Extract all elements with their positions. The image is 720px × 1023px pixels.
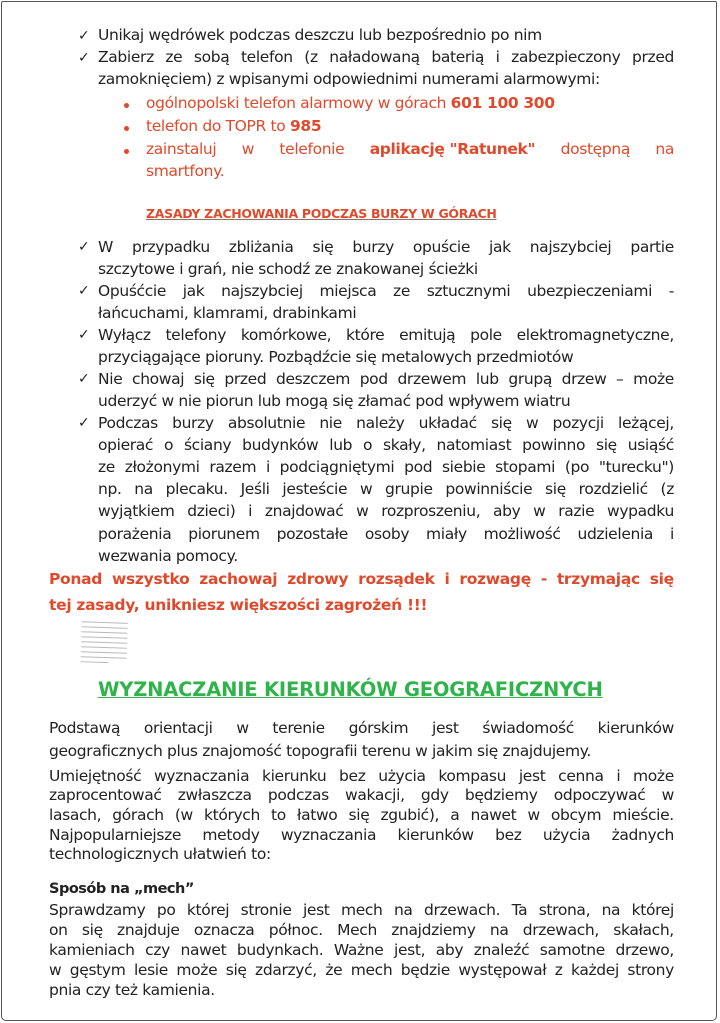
word: jesteście: [282, 480, 348, 498]
word: grupą: [508, 370, 552, 388]
word: aby: [435, 941, 464, 959]
word: gdy: [420, 786, 449, 804]
word: skałach,: [613, 921, 674, 939]
word: z: [554, 961, 563, 979]
word: bez: [339, 767, 366, 785]
word: na: [489, 921, 509, 939]
word: sobą: [193, 48, 230, 66]
word: sztucznymi: [426, 282, 511, 300]
word: ściany: [183, 436, 232, 454]
word: orientacji: [143, 719, 213, 737]
word: kompasu: [438, 767, 507, 785]
word: układać: [418, 414, 477, 432]
list-item-text: [98, 480, 674, 498]
word: kierunków: [397, 826, 474, 844]
word: pod: [404, 458, 433, 476]
list-item-text: [98, 458, 674, 476]
word: Ważne: [333, 941, 384, 959]
word: przypadku: [131, 238, 210, 256]
word: (po: [564, 458, 590, 476]
word: Nie: [98, 370, 123, 388]
handwriting-image: [80, 621, 128, 671]
word: telefon: [240, 48, 293, 66]
word: przed: [224, 370, 267, 388]
word: siebie: [441, 458, 486, 476]
check-icon: ✓: [78, 28, 90, 44]
word: Mech: [337, 921, 377, 939]
word: Ta: [511, 901, 528, 919]
word: zdarzyć,: [255, 961, 317, 979]
word: pole: [470, 326, 502, 344]
word: nawet: [180, 941, 227, 959]
paragraph-line: [49, 901, 674, 919]
list-item-text: [98, 282, 674, 300]
list-item-text: wezwania pomocy.: [98, 547, 238, 565]
word: zdrowy: [287, 570, 349, 588]
word: będzie: [400, 961, 450, 979]
word: w: [356, 502, 369, 520]
word: i: [265, 458, 270, 476]
word: górach: [112, 806, 164, 824]
word: strony: [627, 961, 674, 979]
list-item-text: [98, 414, 674, 432]
word: emitują: [399, 326, 456, 344]
paragraph-line: [49, 719, 674, 737]
sub-item-text: smartfony.: [146, 162, 225, 180]
word: –: [616, 370, 624, 388]
app-name: aplikację "Ratunek": [369, 140, 536, 158]
word: osoby: [364, 525, 410, 543]
word: której: [186, 901, 230, 919]
word: porażenia: [98, 525, 172, 543]
bullet-icon: [124, 149, 129, 154]
word: miejsca: [319, 282, 377, 300]
word: drzew: [561, 370, 607, 388]
check-icon: ✓: [78, 415, 90, 431]
word: skały,: [382, 436, 426, 454]
word: się: [649, 570, 674, 588]
word: w: [527, 806, 540, 824]
word: -: [668, 282, 674, 300]
word: może: [633, 767, 674, 785]
word: znajduje: [117, 921, 180, 939]
word: drzewach.: [423, 901, 501, 919]
word: nie: [319, 414, 342, 432]
word: możliwość: [483, 525, 561, 543]
word: trzymając: [556, 570, 640, 588]
word: np.: [98, 480, 122, 498]
word: leżącej,: [618, 414, 674, 432]
word: najszybciej: [221, 282, 303, 300]
word: zwłaszcza: [177, 786, 252, 804]
word: się: [193, 370, 215, 388]
word: (z: [304, 48, 318, 66]
word: zainstaluj: [146, 140, 217, 158]
sub-item-text: [146, 94, 555, 112]
word: powinno: [522, 436, 586, 454]
section-heading-geo: WYZNACZANIE KIERUNKÓW GEOGRAFICZNYCH: [98, 678, 603, 701]
word: ubezpieczeniami: [527, 282, 653, 300]
word: w: [661, 786, 674, 804]
list-item-text: [98, 238, 674, 256]
word: wszystko: [111, 570, 190, 588]
word: które: [346, 326, 385, 344]
word: elektromagnetyczne,: [516, 326, 674, 344]
word: w: [533, 502, 546, 520]
word: (w: [174, 806, 193, 824]
word: rozsądek: [358, 570, 435, 588]
word: stopami: [495, 458, 556, 476]
word: się: [490, 414, 512, 432]
word: świadomość: [482, 719, 574, 737]
paragraph-line: [49, 941, 674, 959]
word: zaprocentować: [49, 786, 162, 804]
word: Najpopularniejsze: [49, 826, 182, 844]
word: (z: [660, 480, 674, 498]
warning-text: [49, 570, 674, 588]
word: wypadku: [607, 502, 674, 520]
word: lub: [329, 436, 353, 454]
list-item-text: [98, 370, 674, 388]
word: dzieci): [187, 502, 236, 520]
word: Zabierz: [98, 48, 154, 66]
sub-item-text: [146, 140, 674, 158]
word: o: [363, 436, 373, 454]
word: samotne: [539, 941, 605, 959]
word: zbliżania: [228, 238, 294, 256]
word: Podczas: [98, 414, 158, 432]
word: absolutnie: [227, 414, 306, 432]
word: jest,: [394, 941, 426, 959]
list-item-text: zamoknięciem) z wpisanymi odpowiednimi numerami alarmowymi:: [98, 70, 600, 88]
paragraph-line: [49, 806, 674, 824]
paragraph-line: pnia czy też kamienia.: [49, 981, 215, 999]
word: górskim: [348, 719, 409, 737]
word: plecaku.: [165, 480, 228, 498]
word: użycia: [542, 826, 591, 844]
word: W: [98, 238, 113, 256]
word: się: [312, 238, 334, 256]
word: znaleźć: [473, 941, 530, 959]
word: się: [81, 921, 103, 939]
word: drzewem: [397, 370, 467, 388]
word: miały: [426, 525, 467, 543]
word: mech: [350, 961, 393, 979]
word: podciągniętymi: [279, 458, 395, 476]
word: aby: [493, 502, 521, 520]
word: ze: [98, 458, 115, 476]
word: mieście.: [612, 806, 674, 824]
word: telefony: [165, 326, 227, 344]
word: oznacza: [193, 921, 255, 939]
word: udzielenia: [577, 525, 654, 543]
word: w: [359, 480, 373, 498]
word: lasach,: [49, 806, 102, 824]
word: należy: [356, 414, 405, 432]
phone-number: 985: [289, 117, 322, 135]
paragraph-line: [49, 767, 674, 785]
word: drzewach,: [522, 921, 599, 939]
word: odpoczywać: [553, 786, 646, 804]
list-item-text: [98, 436, 674, 454]
sub-item-text: [146, 117, 321, 135]
word: baterią: [431, 48, 485, 66]
bullet-icon: [124, 103, 129, 108]
phone-number: 601 100 300: [450, 94, 555, 112]
word: jak: [489, 238, 511, 256]
word: północ.: [268, 921, 323, 939]
word: pozostałe: [276, 525, 348, 543]
word: ze: [165, 48, 183, 66]
word: a: [450, 806, 460, 824]
word: może: [176, 961, 218, 979]
paragraph-line: [49, 826, 674, 844]
word: Jeśli: [240, 480, 270, 498]
word: jest: [432, 719, 459, 737]
warning-text: tej zasady, unikniesz większości zagrożeń !!!: [49, 596, 428, 614]
word: dostępną: [560, 140, 630, 158]
word: na: [134, 480, 153, 498]
word: Sprawdzamy: [49, 901, 146, 919]
word: których: [203, 806, 260, 824]
word: telefonie: [279, 140, 345, 158]
word: wakacji,: [345, 786, 405, 804]
word: czy: [145, 941, 170, 959]
word: pozycji: [552, 414, 604, 432]
word: Ponad: [49, 570, 103, 588]
word: chowaj: [132, 370, 185, 388]
word: budynków: [242, 436, 319, 454]
word: złożonymi: [124, 458, 200, 476]
word: na: [601, 901, 621, 919]
word: lesie: [133, 961, 168, 979]
word: i: [444, 570, 450, 588]
word: naładowaną: [329, 48, 420, 66]
word: i: [495, 48, 500, 66]
word: w: [526, 414, 539, 432]
paragraph-line: [49, 961, 674, 979]
word: komórkowe,: [240, 326, 332, 344]
word: po: [156, 901, 176, 919]
word: "turecku"): [598, 458, 674, 476]
word: będziemy: [464, 786, 538, 804]
word: której: [631, 901, 674, 919]
word: Wyłącz: [98, 326, 151, 344]
word: się: [225, 961, 247, 979]
word: na: [655, 140, 674, 158]
word: razem: [209, 458, 257, 476]
word: w: [241, 140, 255, 158]
word: kierunku: [261, 767, 327, 785]
word: może: [633, 370, 674, 388]
word: metody: [202, 826, 260, 844]
sub-item-label: ogólnopolski telefon alarmowy w górach: [146, 94, 451, 112]
word: pod: [359, 370, 388, 388]
word: przed: [632, 48, 674, 66]
method-title: Sposób na „mech”: [49, 881, 194, 897]
word: wyjątkiem: [98, 502, 175, 520]
word: lub: [475, 370, 499, 388]
word: żadnych: [611, 826, 674, 844]
word: stronie: [240, 901, 292, 919]
list-item-text: uderzyć w nie piorun lub mogą się złamać pod wpływem wiatru: [98, 392, 571, 410]
list-item-text: szczytowe i grań, nie schodź ze znakowanej ścieżki: [98, 260, 478, 278]
word: burzy: [352, 238, 394, 256]
word: znajdziemy: [391, 921, 476, 939]
word: gęstym: [69, 961, 126, 979]
word: burzy: [172, 414, 214, 432]
word: to: [271, 806, 286, 824]
word: rozdzielić: [578, 480, 648, 498]
word: i: [669, 525, 674, 543]
word: deszczem: [275, 370, 351, 388]
word: że: [325, 961, 343, 979]
paragraph-line: geograficznych plus znajomość topografii terenu w jakim się znajdujemy.: [49, 742, 591, 760]
word: podczas: [267, 786, 329, 804]
word: kamieniach: [49, 941, 135, 959]
word: opuście: [412, 238, 471, 256]
word: natomiast: [436, 436, 512, 454]
word: jest: [518, 767, 546, 785]
section-heading-storm: ZASADY ZACHOWANIA PODCZAS BURZY W GÓRACH: [146, 206, 497, 221]
word: zabezpieczony: [511, 48, 621, 66]
word: obcym: [550, 806, 602, 824]
check-icon: ✓: [78, 283, 90, 299]
list-item-text: [98, 326, 674, 344]
word: wyznaczania: [153, 767, 250, 785]
word: bez: [495, 826, 522, 844]
word: zachowaj: [199, 570, 278, 588]
check-icon: ✓: [78, 239, 90, 255]
word: ze: [393, 282, 411, 300]
word: drzewo,: [615, 941, 674, 959]
word: się: [545, 480, 566, 498]
word: jak: [182, 282, 205, 300]
word: powinniście: [445, 480, 533, 498]
list-item-text: Unikaj wędrówek podczas deszczu lub bezpośrednio po nim: [98, 26, 542, 44]
word: w: [49, 961, 62, 979]
word: na: [393, 901, 413, 919]
word: się: [596, 436, 617, 454]
check-icon: ✓: [78, 371, 90, 387]
word: nawet: [470, 806, 517, 824]
word: Podstawą: [49, 719, 121, 737]
word: on: [49, 921, 68, 939]
word: Opuśćcie: [98, 282, 167, 300]
word: usiąść: [627, 436, 674, 454]
word: grupie: [385, 480, 433, 498]
word: jest: [302, 901, 330, 919]
word: użycia: [378, 767, 426, 785]
paragraph-line: [49, 786, 674, 804]
list-item-text: przyciągające pioruny. Pozbądźcie się metalowych przedmiotów: [98, 348, 574, 366]
word: Umiejętność: [49, 767, 142, 785]
sub-item-label: telefon do TOPR to: [146, 117, 290, 135]
word: cenna: [558, 767, 604, 785]
list-item-text: [98, 48, 674, 66]
word: mech: [340, 901, 383, 919]
word: kierunków: [597, 719, 674, 737]
list-item-text: [98, 525, 674, 543]
word: wyznaczania: [280, 826, 377, 844]
word: partie: [630, 238, 674, 256]
word: i: [248, 502, 253, 520]
word: rozproszeniu,: [381, 502, 481, 520]
list-item-text: łańcuchami, klamrami, drabinkami: [98, 304, 357, 322]
word: opierać: [98, 436, 154, 454]
word: występował: [458, 961, 547, 979]
word: terenie: [272, 719, 325, 737]
word: najszybciej: [529, 238, 612, 256]
bullet-icon: [124, 126, 129, 131]
check-icon: ✓: [78, 50, 90, 66]
word: zgubić),: [380, 806, 440, 824]
word: się: [348, 806, 370, 824]
paragraph-line: technologicznych ułatwień to:: [49, 845, 271, 863]
word: w: [236, 719, 249, 737]
word: razie: [558, 502, 595, 520]
word: -: [540, 570, 547, 588]
word: łatwo: [297, 806, 338, 824]
word: budynkach.: [236, 941, 324, 959]
word: każdej: [571, 961, 619, 979]
check-icon: ✓: [78, 327, 90, 343]
word: rozwagę: [459, 570, 531, 588]
list-item-text: [98, 502, 674, 520]
word: piorunem: [188, 525, 260, 543]
word: o: [163, 436, 174, 454]
word: strona,: [538, 901, 591, 919]
word: znajdować: [264, 502, 344, 520]
word: i: [616, 767, 621, 785]
paragraph-line: [49, 921, 674, 939]
